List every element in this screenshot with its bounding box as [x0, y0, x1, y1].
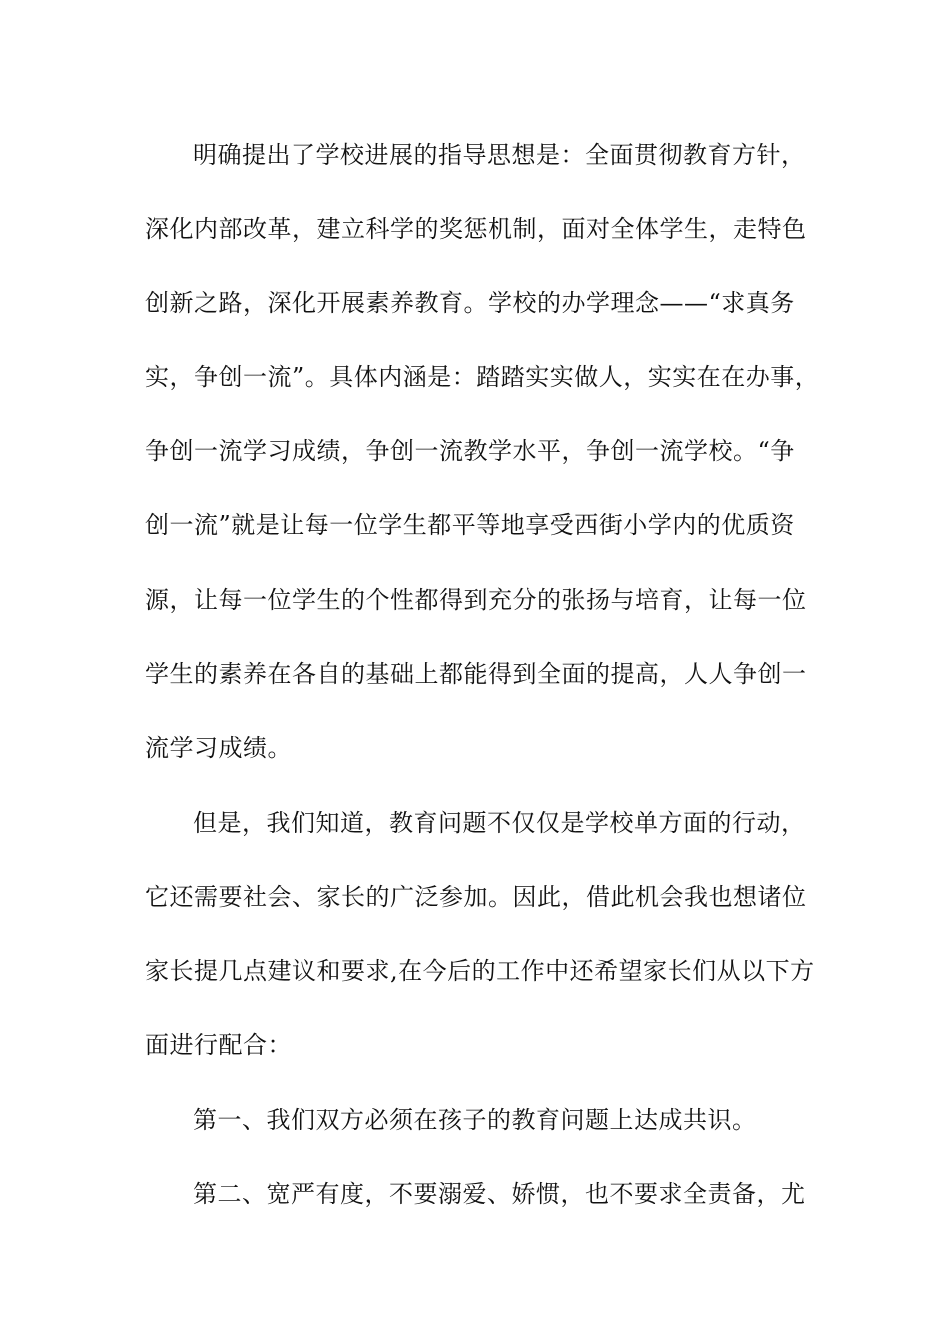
- paragraph-line-3: 创新之路，深化开展素养教育。学校的办学理念——“求真务: [145, 289, 795, 317]
- paragraph-line-13: 面进行配合：: [145, 1031, 292, 1059]
- paragraph-line-14: 第一、我们双方必须在孩子的教育问题上达成共识。: [193, 1106, 757, 1134]
- paragraph-line-9: 流学习成绩。: [145, 734, 292, 762]
- paragraph-line-8: 学生的素养在各自的基础上都能得到全面的提高，人人争创一: [145, 660, 807, 688]
- paragraph-line-1: 明确提出了学校进展的指导思想是：全面贯彻教育方针，: [193, 141, 806, 169]
- paragraph-line-12: 家长提几点建议和要求,在今后的工作中还希望家长们从以下方: [145, 957, 815, 985]
- paragraph-line-6: 创一流”就是让每一位学生都平等地享受西街小学内的优质资: [145, 511, 795, 539]
- paragraph-line-7: 源，让每一位学生的个性都得到充分的张扬与培育，让每一位: [145, 586, 807, 614]
- paragraph-line-11: 它还需要社会、家长的广泛参加。因此，借此机会我也想诸位: [145, 883, 807, 911]
- paragraph-line-4: 实，争创一流”。具体内涵是：踏踏实实做人，实实在在办事，: [145, 363, 820, 391]
- paragraph-line-5: 争创一流学习成绩，争创一流教学水平，争创一流学校。“争: [145, 437, 795, 465]
- paragraph-line-15: 第二、宽严有度，不要溺爱、娇惯，也不要求全责备，尤: [193, 1180, 806, 1208]
- paragraph-line-10: 但是，我们知道，教育问题不仅仅是学校单方面的行动，: [193, 809, 806, 837]
- paragraph-line-2: 深化内部改革，建立科学的奖惩机制，面对全体学生，走特色: [145, 215, 807, 243]
